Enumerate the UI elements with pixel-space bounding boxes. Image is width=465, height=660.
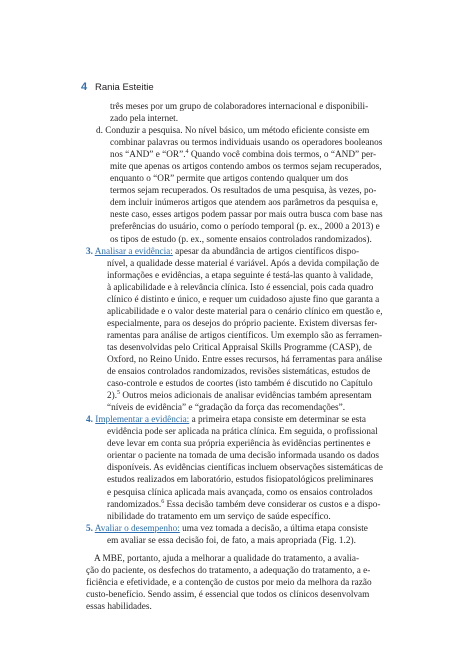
text-line: em avaliar se essa decisão foi, de fato, a mais apropriada (Fig. 1.2). [107,535,356,546]
citation-superscript: 4 [185,149,189,156]
text-line: e pesquisa clínica aplicada mais avançada, como os ensaios controlados [107,487,373,498]
page-number: 4 [81,81,88,93]
text-line: mite que apenas os artigos contendo ambos os termos sejam recuperados, [110,162,382,173]
text-line: tas desenvolvidas pelo Critical Appraisal Skills Programme (CASP), de [107,342,372,353]
text-line: enquanto o “OR” permite que artigos contendo qualquer um dos [110,174,349,185]
text-line: Oxford, no Reino Unido. Entre esses recursos, há ferramentas para análise [107,354,383,365]
text-line: neste caso, esses artigos podem passar por mais outra busca com base nas [110,210,383,221]
text-line: ficiência e efetividade, e a contenção de custos por meio da melhora da razão [86,577,372,588]
text-line: caso-controle e estudos de coortes (isto também é discutido no Capítulo [107,379,373,390]
running-header [81,81,154,93]
list-item-3: 3. Analisar a evidência: apesar da abundância de artigos científicos dispo- [86,246,360,257]
citation-superscript: 5 [117,390,121,397]
text-line: zado pela internet. [110,114,179,125]
text-line: A MBE, portanto, ajuda a melhorar a qualidade do tratamento, a avalia- [94,553,360,564]
text-line: ramentas para análise de artigos científicos. Um exemplo são as ferramen- [107,330,383,341]
text-line: informações e evidências, a etapa seguinte é testá-las quanto à validade, [107,270,374,281]
list-marker: d. [96,126,103,137]
text-line: nível, a qualidade desse material é variável. Após a devida compilação de [107,258,379,269]
text-line: deve levar em conta sua própria experiência às evidências pertinentes e [107,439,371,450]
list-item-d: d. Conduzir a pesquisa. No nível básico, um método eficiente consiste em [96,126,370,137]
citation-superscript: 6 [161,498,165,505]
text-line: randomizados.$^6$ Essa decisão também deve considerar os custos e a dispo- [107,498,381,510]
text-line: custo-benefício. Sendo assim, é essencial que todos os clínicos desenvolvam [86,589,370,600]
text-line: termos sejam recuperados. Os resultados de uma pesquisa, às vezes, po- [110,186,377,197]
text-line: evidência pode ser aplicada na prática clínica. Em seguida, o profissional [107,427,378,438]
text-line: ção do paciente, os desfechos do tratamento, a adequação do tratamento, a e- [86,565,371,576]
text-line: dem incluir inúmeros artigos que atendem aos parâmetros da pesquisa e, [110,198,378,209]
running-head-author: Rania Esteitie [95,82,154,93]
body-text [86,101,388,613]
text-line: preferências do usuário, como o período temporal (p. ex., 2000 a 2013) e [110,222,380,233]
text-line: orientar o paciente na tomada de uma decisão informada usando os dados [107,451,380,462]
text-line: especialmente, para os desejos do próprio paciente. Existem diversas fer- [107,318,378,329]
step-title: Analisar a evidência: [94,246,173,257]
list-item-5: 5. Avaliar o desempenho: uma vez tomada a decisão, a última etapa consiste [86,523,368,534]
text-line: nos “AND” e “OR”.$^4$ Quando você combina dois termos, o “AND” per- [110,149,377,161]
list-item-4: 4. Implementar a evidência: a primeira etapa consiste em determinar se esta [86,415,366,426]
text-line: clínico é distinto e único, e requer um cuidadoso ajuste fino que garanta a [107,294,380,305]
text-line: de ensaios controlados randomizados, revisões sistemáticas, estudos de [107,367,371,378]
text-line: 2).$^5$ Outros meios adicionais de analisar evidências também apresentam [107,390,372,402]
step-title: Implementar a evidência: [95,415,190,426]
list-number: 3. [86,246,93,257]
text-line: nibilidade do tratamento em um serviço de saúde específico. [107,511,331,522]
step-title: Avaliar o desempenho: [94,523,180,534]
text-line: estudos realizados em laboratório, estudos fisiopatológicos preliminares [107,475,374,486]
text-line: “níveis de evidência” e “gradação da força das recomendações”. [107,403,346,414]
text-line: à aplicabilidade e à relevância clínica. Isto é essencial, pois cada quadro [107,282,374,293]
text-line: aplicabilidade e o valor deste material para o cenário clínico em questão e, [107,306,383,317]
text-line: os tipos de estudo (p. ex., somente ensaios controlados randomizados). [110,234,372,245]
text-line: disponíveis. As evidências científicas incluem observações sistemáticas de [107,463,383,474]
list-number: 5. [86,523,93,534]
text-line: três meses por um grupo de colaboradores internacional e disponibili- [110,102,369,112]
text-line: combinar palavras ou termos individuais usando os operadores booleanos [110,138,383,149]
list-number: 4. [86,415,93,426]
text-line: essas habilidades. [86,601,152,612]
